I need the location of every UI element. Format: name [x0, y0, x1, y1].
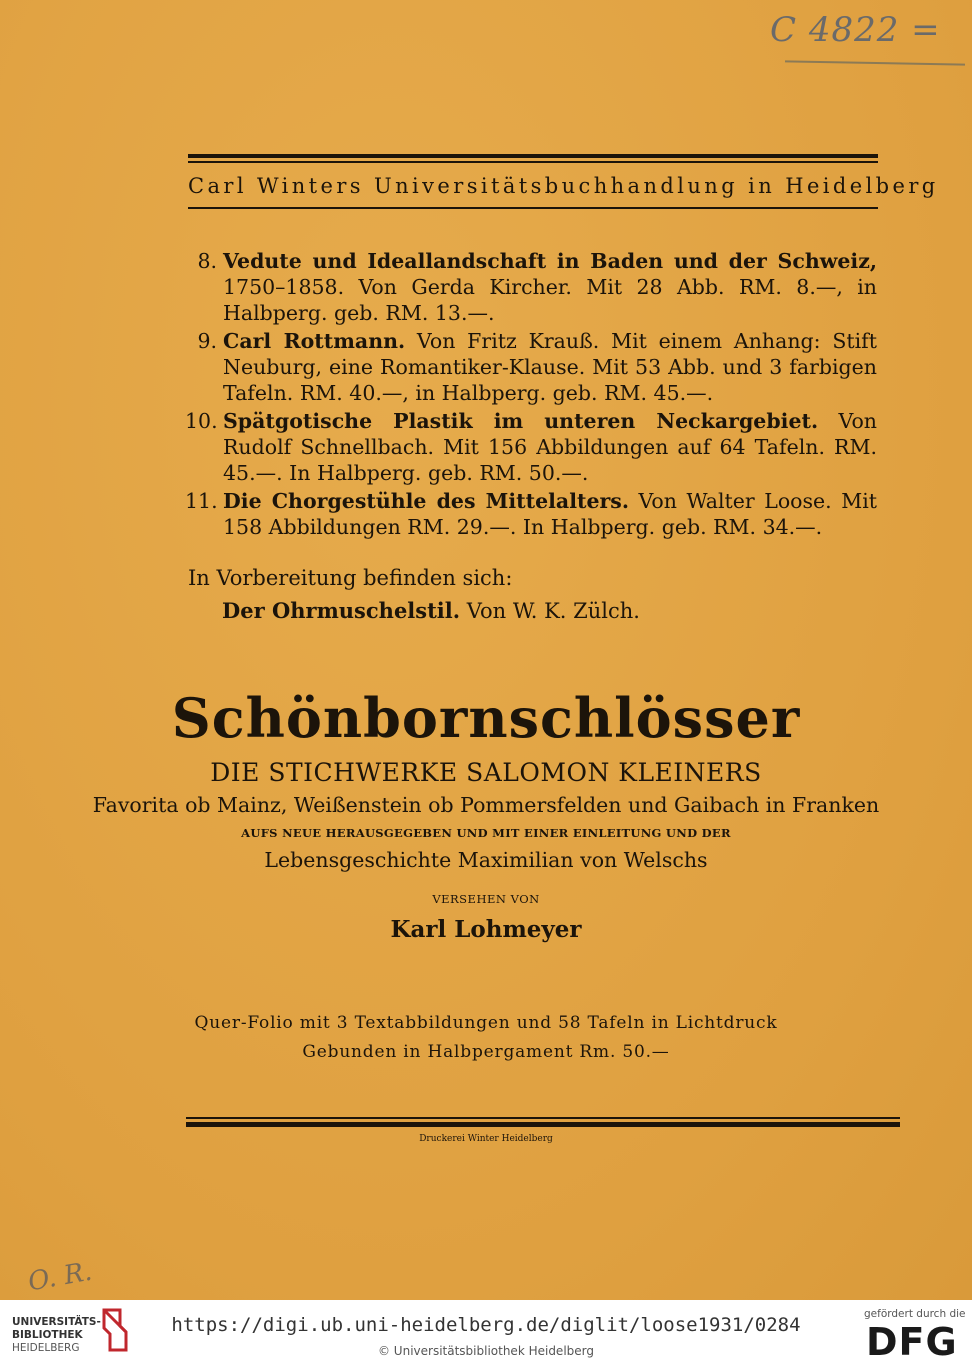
list-item-text: Von Fritz Krauß. Mit einem Anhang: Stift Neuburg, eine Romantiker-Klause. Mit 53 Abb. und 3 farbigen Tafeln. RM. 40.—, in Halbperg. geb. RM. 45.—.	[223, 329, 877, 405]
book-provided-by: VERSEHEN VON	[432, 892, 540, 906]
book-title: Schönbornschlösser	[171, 686, 801, 750]
handwritten-margin-note: O. R.	[25, 1256, 95, 1298]
book-places: Favorita ob Mainz, Weißenstein ob Pommersfelden und Gaibach in Franken	[92, 793, 880, 817]
book-binding: Gebunden in Halbpergament Rm. 50.—	[302, 1042, 670, 1062]
list-item-text: Von Rudolf Schnellbach. Mit 156 Abbildungen auf 64 Tafeln. RM. 45.—. In Halbperg. geb. RM. 50.—.	[223, 409, 877, 485]
preparation-heading: In Vorbereitung befinden sich:	[188, 566, 513, 590]
copyright-notice: © Universitätsbibliothek Heidelberg	[377, 1344, 594, 1358]
publisher-rule	[188, 207, 878, 209]
list-item-number: 8.	[197, 249, 217, 273]
preparation-item	[222, 598, 640, 623]
list-item-number: 10.	[185, 409, 218, 433]
viewer-footer	[0, 1300, 972, 1370]
funded-by-label: gefördert durch die	[864, 1308, 966, 1320]
list-item-title: Die Chorgestühle des Mittelalters.	[223, 489, 629, 513]
list-item-title: Spätgotische Plastik im unteren Neckargebiet.	[223, 409, 819, 433]
bottom-rule-thin	[186, 1117, 900, 1119]
printer-imprint: Druckerei Winter Heidelberg	[419, 1134, 553, 1144]
book-edited-line: AUFS NEUE HERAUSGEGEBEN UND MIT EINER EINLEITUNG UND DER	[241, 826, 731, 840]
list-item-text: 1750–1858. Von Gerda Kircher. Mit 28 Abb. RM. 8.—, in Halbperg. geb. RM. 13.—.	[223, 275, 877, 325]
list-item-number: 11.	[185, 489, 218, 513]
publisher-line: Carl Winters Universitätsbuchhandlung in Heidelberg	[188, 174, 939, 198]
book-format: Quer-Folio mit 3 Textabbildungen und 58 Tafeln in Lichtdruck	[194, 1013, 778, 1033]
preparation-title: Der Ohrmuschelstil.	[222, 598, 461, 623]
book-subtitle: DIE STICHWERKE SALOMON KLEINERS	[210, 758, 762, 787]
list-item	[185, 248, 877, 326]
handwritten-shelfmark: C 4822 =	[770, 10, 941, 50]
dfg-logo[interactable]: DFG	[866, 1320, 958, 1364]
top-rule-thin	[188, 161, 878, 163]
list-item-title: Vedute und Ideallandschaft in Baden und der Schweiz,	[223, 249, 877, 273]
list-item	[185, 328, 877, 406]
book-biography: Lebensgeschichte Maximilian von Welschs	[264, 848, 708, 872]
library-name-line2: BIBLIOTHEK	[12, 1329, 83, 1341]
library-name-line3: HEIDELBERG	[12, 1342, 80, 1354]
book-author: Karl Lohmeyer	[390, 916, 582, 943]
preparation-text: Von W. K. Zülch.	[460, 599, 640, 623]
list-item-number: 9.	[197, 329, 217, 353]
shelfmark-underline	[785, 60, 965, 65]
list-item	[185, 488, 877, 540]
list-item-text: Von Walter Loose. Mit 158 Abbildungen RM. 29.—. In Halbperg. geb. RM. 34.—.	[223, 489, 877, 539]
book-list	[185, 248, 877, 542]
list-item-title: Carl Rottmann.	[223, 329, 406, 353]
library-name-line1: UNIVERSITÄTS-	[12, 1316, 101, 1328]
list-item	[185, 408, 877, 486]
top-rule-thick	[188, 154, 878, 158]
bottom-rule-thick	[186, 1122, 900, 1127]
permalink-url[interactable]: https://digi.ub.uni-heidelberg.de/diglit/loose1931/0284	[171, 1314, 801, 1336]
